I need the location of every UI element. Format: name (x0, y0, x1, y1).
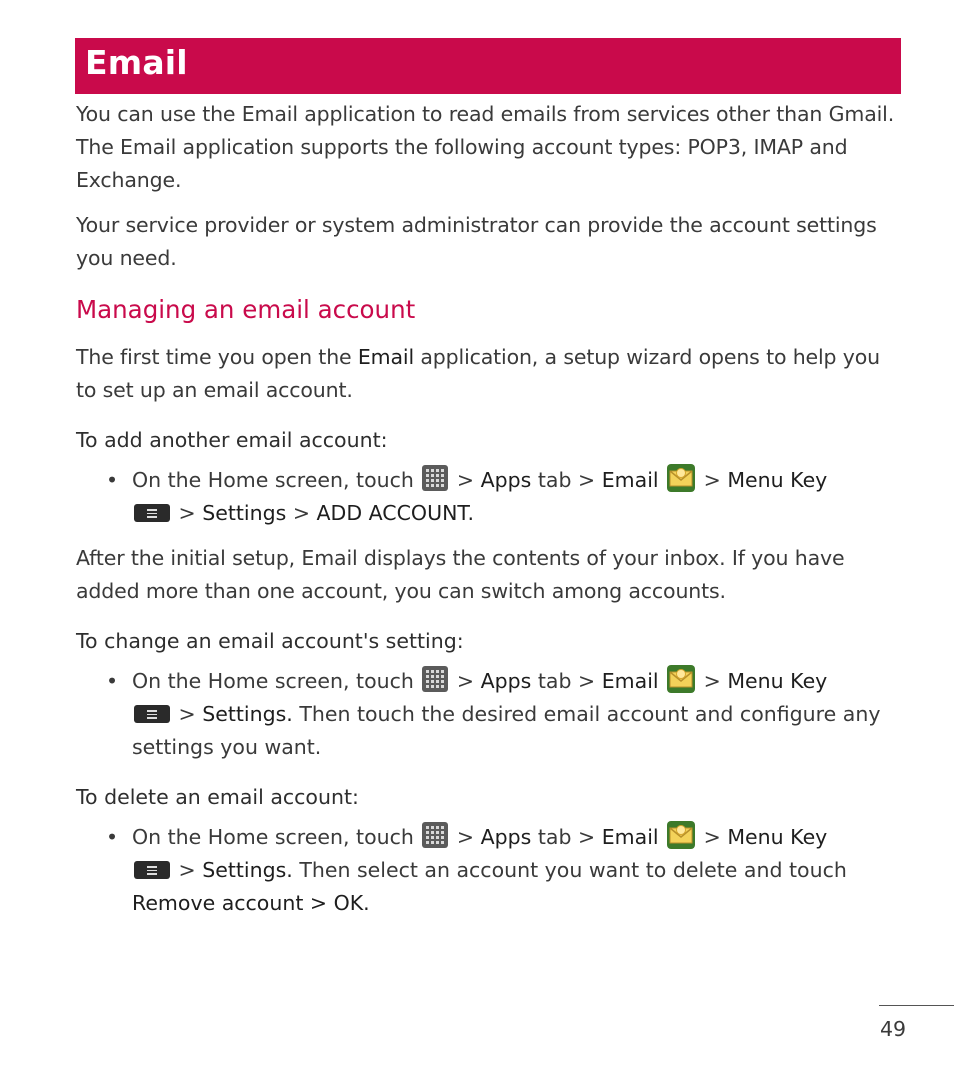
after-setup-paragraph: After the initial setup, Email displays the contents of your inbox. If you have added more than one account, you can switch among accounts. (76, 546, 845, 603)
delete-account-heading: To delete an email account: (76, 785, 359, 809)
chapter-header (75, 38, 901, 94)
apps-grid-icon (422, 822, 448, 848)
apps-grid-icon (422, 465, 448, 491)
intro-paragraph-2: Your service provider or system administrator can provide the account settings you need. (76, 213, 877, 270)
page-title: Email (85, 43, 188, 82)
main-content (76, 98, 906, 920)
intro-paragraph-1: You can use the Email application to read emails from services other than Gmail. The Email application supports the following account types: POP3, IMAP and Exchange. (76, 102, 895, 192)
footer-divider (879, 1005, 954, 1006)
menu-key-icon (134, 504, 170, 522)
bullet-dot: • (106, 669, 119, 693)
bullet-dot: • (106, 468, 119, 492)
add-account-heading: To add another email account: (76, 428, 388, 452)
apps-grid-icon (422, 666, 448, 692)
change-account-heading: To change an email account's setting: (76, 629, 464, 653)
section-paragraph: The first time you open the Email application, a setup wizard opens to help you to set up an email account. (76, 345, 881, 402)
page-number: 49 (880, 1017, 907, 1041)
add-account-step: • On the Home screen, touch > Apps tab > Email > Menu Key > Settings > ADD ACCOUNT. (76, 464, 906, 530)
section-title: Managing an email account (76, 295, 416, 324)
email-app-icon (667, 464, 695, 492)
delete-account-step: • On the Home screen, touch > Apps tab > Email > Menu Key > Settings. Then select an account you want to delete and touch Remove account > OK. (76, 821, 906, 920)
menu-key-icon (134, 705, 170, 723)
email-app-icon (667, 665, 695, 693)
remove-account-path: Remove account > OK. (132, 891, 370, 915)
change-account-step: • On the Home screen, touch > Apps tab > Email > Menu Key > Settings. Then touch the desired email account and configure any settings you want. (76, 665, 906, 764)
menu-key-icon (134, 861, 170, 879)
bullet-dot: • (106, 825, 119, 849)
email-app-name: Email (357, 345, 415, 369)
email-app-icon (667, 821, 695, 849)
